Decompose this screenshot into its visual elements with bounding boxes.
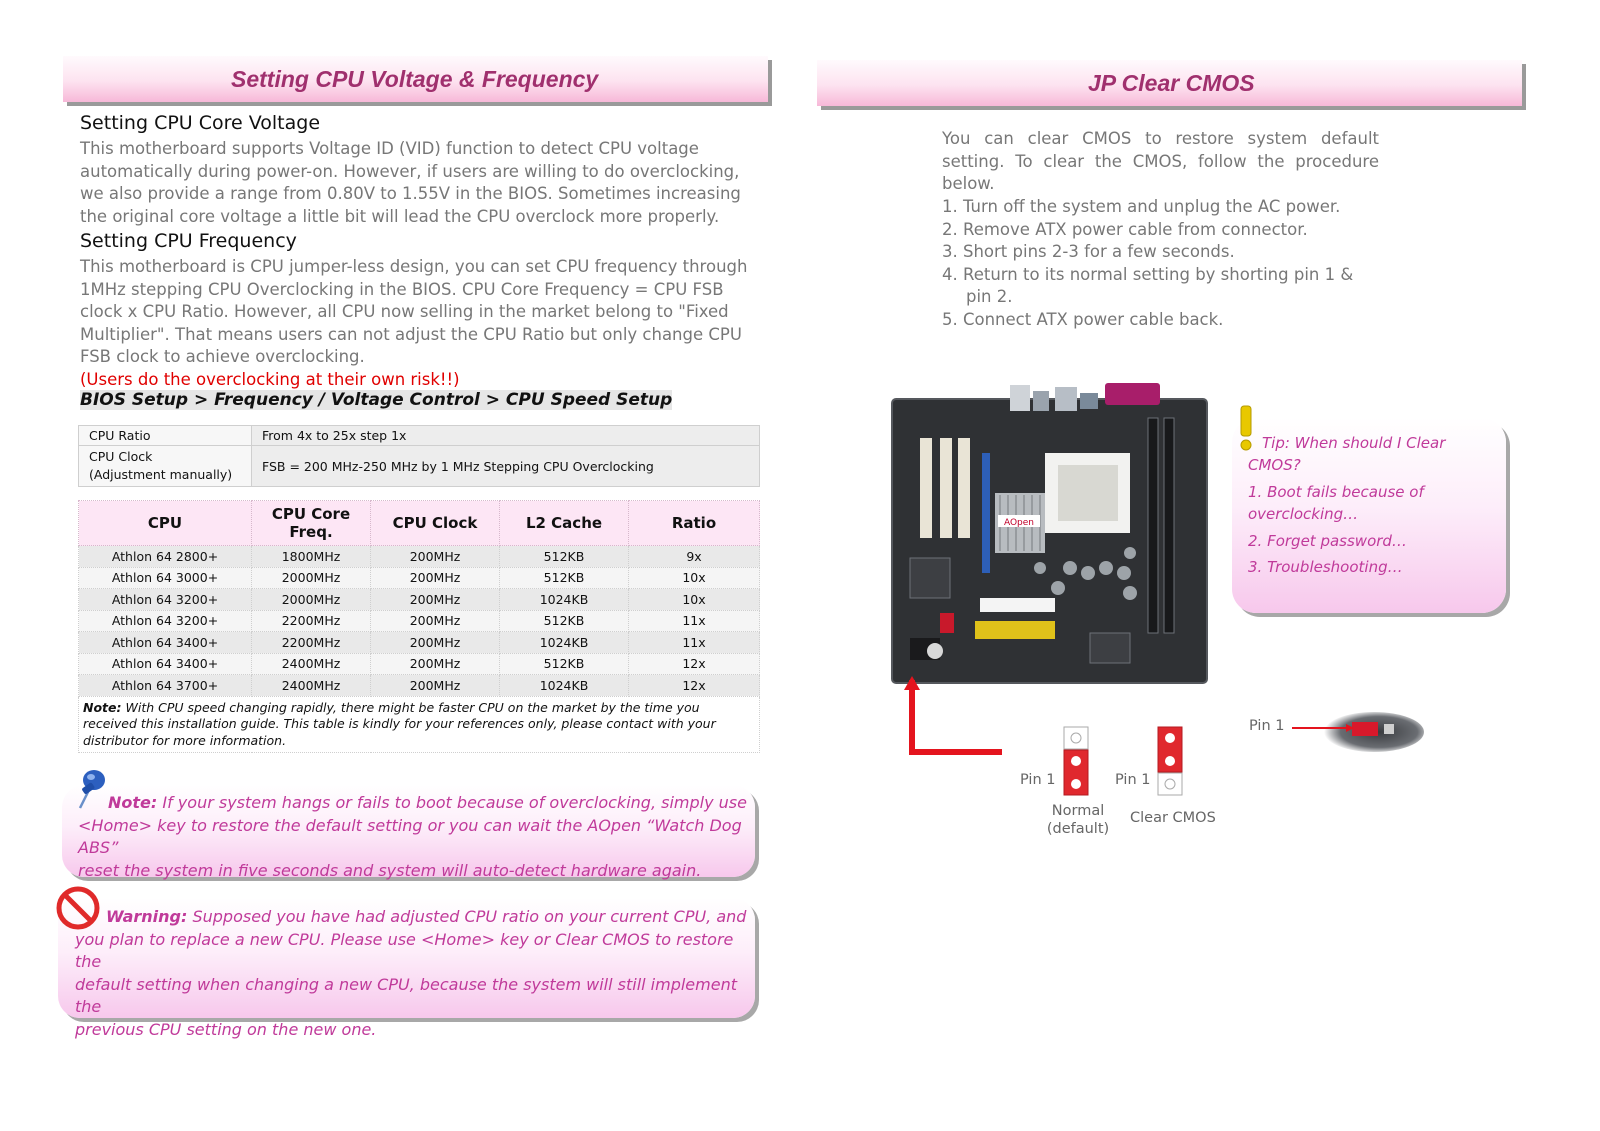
setting-label-line: CPU Clock bbox=[89, 449, 153, 464]
warning-line: previous CPU setting on the new one. bbox=[75, 1019, 377, 1039]
table-row bbox=[79, 610, 760, 632]
step-item: 3. Short pins 2-3 for a few seconds. bbox=[942, 242, 1235, 261]
col-header-line: CPU Core bbox=[271, 505, 351, 523]
voltage-paragraph bbox=[80, 138, 763, 228]
jumper-pointer-line bbox=[900, 676, 1010, 760]
cell-l2: 512KB bbox=[500, 653, 629, 675]
normal-label bbox=[1038, 802, 1118, 838]
tip-line: Tip: When should I Clear bbox=[1262, 434, 1446, 452]
cell-freq: 2200MHz bbox=[252, 632, 371, 654]
frequency-heading: Setting CPU Frequency bbox=[80, 230, 297, 252]
step-item: 2. Remove ATX power cable from connector. bbox=[942, 219, 1308, 239]
col-header-freq bbox=[252, 501, 371, 546]
setting-value: FSB = 200 MHz-250 MHz by 1 MHz Stepping CPU Overclocking bbox=[252, 446, 760, 487]
risk-warning: (Users do the overclocking at their own risk!!) bbox=[80, 370, 460, 389]
step-item: 5. Connect ATX power cable back. bbox=[942, 309, 1224, 329]
intro-line: below. bbox=[942, 174, 995, 193]
cell-ratio: 12x bbox=[629, 653, 760, 675]
right-section-title: JP Clear CMOS bbox=[1088, 69, 1255, 96]
settings-table bbox=[78, 425, 760, 487]
cmos-steps bbox=[942, 196, 1382, 331]
cell-freq: 2200MHz bbox=[252, 610, 371, 632]
pin1-label-normal: Pin 1 bbox=[1020, 772, 1056, 788]
cell-ratio: 10x bbox=[629, 567, 760, 589]
table-header-row bbox=[79, 501, 760, 546]
table-row bbox=[79, 675, 760, 697]
left-section-title: Setting CPU Voltage & Frequency bbox=[231, 65, 599, 92]
cell-cpu: Athlon 64 3700+ bbox=[79, 675, 252, 697]
table-row bbox=[79, 546, 760, 568]
tip-line: overclocking… bbox=[1248, 505, 1359, 523]
cell-freq: 2000MHz bbox=[252, 589, 371, 611]
table-row bbox=[79, 567, 760, 589]
note-line: reset the system in five seconds and system will auto-detect hardware again. bbox=[78, 860, 702, 880]
cell-clock: 200MHz bbox=[371, 653, 500, 675]
table-row bbox=[79, 632, 760, 654]
cell-freq: 2400MHz bbox=[252, 653, 371, 675]
cell-l2: 1024KB bbox=[500, 589, 629, 611]
cell-ratio: 12x bbox=[629, 675, 760, 697]
tip-line: 1. Boot fails because of bbox=[1248, 483, 1424, 501]
normal-label-line: Normal bbox=[1051, 803, 1105, 819]
note-line: <Home> key to restore the default setting or you can wait the AOpen “Watch Dog ABS” bbox=[78, 815, 742, 857]
cell-cpu: Athlon 64 3400+ bbox=[79, 653, 252, 675]
warning-line bbox=[75, 906, 755, 929]
cell-cpu: Athlon 64 3200+ bbox=[79, 610, 252, 632]
cell-ratio: 11x bbox=[629, 632, 760, 654]
step-item: 1. Turn off the system and unplug the AC power. bbox=[942, 197, 1341, 216]
cell-clock: 200MHz bbox=[371, 632, 500, 654]
tip-line: 3. Troubleshooting… bbox=[1248, 558, 1403, 576]
cell-cpu: Athlon 64 3400+ bbox=[79, 632, 252, 654]
col-header-cpu: CPU bbox=[79, 501, 252, 546]
normal-label-line: (default) bbox=[1046, 821, 1110, 837]
motherboard-illustration bbox=[890, 383, 1210, 688]
jumper-closeup-photo bbox=[1292, 710, 1424, 754]
cell-l2: 512KB bbox=[500, 610, 629, 632]
left-section-banner bbox=[63, 56, 768, 102]
table-note bbox=[79, 696, 760, 753]
cmos-intro bbox=[942, 128, 1379, 196]
cell-freq: 1800MHz bbox=[252, 546, 371, 568]
intro-line: You can clear CMOS to restore system default bbox=[942, 129, 1379, 148]
frequency-line: This motherboard is CPU jumper-less design, you can set CPU frequency through bbox=[80, 257, 748, 276]
pin1-label-clear: Pin 1 bbox=[1115, 772, 1151, 788]
cpu-table bbox=[78, 500, 760, 753]
cell-clock: 200MHz bbox=[371, 675, 500, 697]
table-row bbox=[79, 589, 760, 611]
cell-clock: 200MHz bbox=[371, 589, 500, 611]
pin1-label-closeup: Pin 1 bbox=[1249, 718, 1285, 734]
table-row bbox=[79, 426, 760, 446]
cell-cpu: Athlon 64 2800+ bbox=[79, 546, 252, 568]
cell-l2: 1024KB bbox=[500, 675, 629, 697]
voltage-heading: Setting CPU Core Voltage bbox=[80, 112, 321, 134]
frequency-paragraph bbox=[80, 256, 768, 369]
setting-value: From 4x to 25x step 1x bbox=[252, 426, 760, 446]
clear-cmos-label: Clear CMOS bbox=[1130, 810, 1216, 826]
warning-line: you plan to replace a new CPU. Please use <Home> key or Clear CMOS to restore the bbox=[75, 929, 734, 971]
cell-l2: 512KB bbox=[500, 546, 629, 568]
note-text bbox=[78, 792, 758, 882]
note-line-text: If your system hangs or fails to boot because of overclocking, simply use bbox=[157, 793, 747, 812]
table-note-label: Note: bbox=[83, 699, 122, 715]
jumper-normal-diagram bbox=[1063, 726, 1089, 796]
step-item: pin 2. bbox=[966, 287, 1013, 306]
jumper-clear-diagram bbox=[1157, 726, 1183, 796]
bios-path: BIOS Setup > Frequency / Voltage Control > CPU Speed Setup bbox=[80, 390, 673, 410]
table-note-text: With CPU speed changing rapidly, there might be faster CPU on the market by the time you received this installation guide. This table is kindly for your references only, please contact with your distributor for more information. bbox=[83, 699, 716, 748]
warning-line: default setting when changing a new CPU, because the system will still implement the bbox=[75, 974, 737, 1016]
exclamation-icon bbox=[1235, 404, 1257, 452]
setting-label: CPU Ratio bbox=[79, 426, 252, 446]
frequency-line: clock x CPU Ratio. However, all CPU now selling in the market belong to "Fixed bbox=[80, 302, 729, 321]
warning-text bbox=[75, 906, 755, 1041]
table-row bbox=[79, 446, 760, 487]
cell-cpu: Athlon 64 3200+ bbox=[79, 589, 252, 611]
cell-clock: 200MHz bbox=[371, 567, 500, 589]
frequency-line: 1MHz stepping CPU Overclocking in the BIOS. CPU Core Frequency = CPU FSB bbox=[80, 279, 724, 299]
setting-label-line: (Adjustment manually) bbox=[89, 467, 233, 482]
voltage-line: we also provide a range from 0.80V to 1.55V in the BIOS. Sometimes increasing bbox=[80, 184, 741, 203]
frequency-line: FSB clock to achieve overclocking. bbox=[80, 347, 365, 366]
frequency-line: Multiplier". That means users can not adjust the CPU Ratio but only change CPU bbox=[80, 324, 742, 344]
cell-ratio: 10x bbox=[629, 589, 760, 611]
table-row bbox=[79, 653, 760, 675]
cell-ratio: 9x bbox=[629, 546, 760, 568]
setting-label bbox=[79, 446, 252, 487]
cell-clock: 200MHz bbox=[371, 546, 500, 568]
note-label: Note: bbox=[108, 793, 158, 812]
col-header-l2: L2 Cache bbox=[500, 501, 629, 546]
col-header-clock: CPU Clock bbox=[371, 501, 500, 546]
step-item: 4. Return to its normal setting by shorting pin 1 & bbox=[942, 264, 1354, 284]
board-logo: AOpen bbox=[1003, 518, 1035, 528]
voltage-line: automatically during power-on. However, if users are willing to do overclocking, bbox=[80, 161, 740, 181]
col-header-ratio: Ratio bbox=[629, 501, 760, 546]
right-section-banner bbox=[817, 60, 1522, 106]
cell-clock: 200MHz bbox=[371, 610, 500, 632]
cell-cpu: Athlon 64 3000+ bbox=[79, 567, 252, 589]
cell-l2: 1024KB bbox=[500, 632, 629, 654]
cell-freq: 2400MHz bbox=[252, 675, 371, 697]
cell-ratio: 11x bbox=[629, 610, 760, 632]
cell-l2: 512KB bbox=[500, 567, 629, 589]
col-header-line: Freq. bbox=[289, 523, 333, 541]
tip-line: CMOS? bbox=[1248, 456, 1301, 474]
voltage-line: This motherboard supports Voltage ID (VID) function to detect CPU voltage bbox=[80, 139, 699, 158]
cell-freq: 2000MHz bbox=[252, 567, 371, 589]
warning-label: Warning: bbox=[106, 907, 188, 926]
intro-line: setting. To clear the CMOS, follow the procedure bbox=[942, 151, 1379, 171]
tip-line: 2. Forget password… bbox=[1248, 532, 1407, 550]
warning-line-text: Supposed you have had adjusted CPU ratio on your current CPU, and bbox=[187, 907, 747, 926]
table-note-row bbox=[79, 696, 760, 753]
voltage-line: the original core voltage a little bit will lead the CPU overclock more properly. bbox=[80, 206, 720, 226]
note-line bbox=[78, 792, 758, 815]
